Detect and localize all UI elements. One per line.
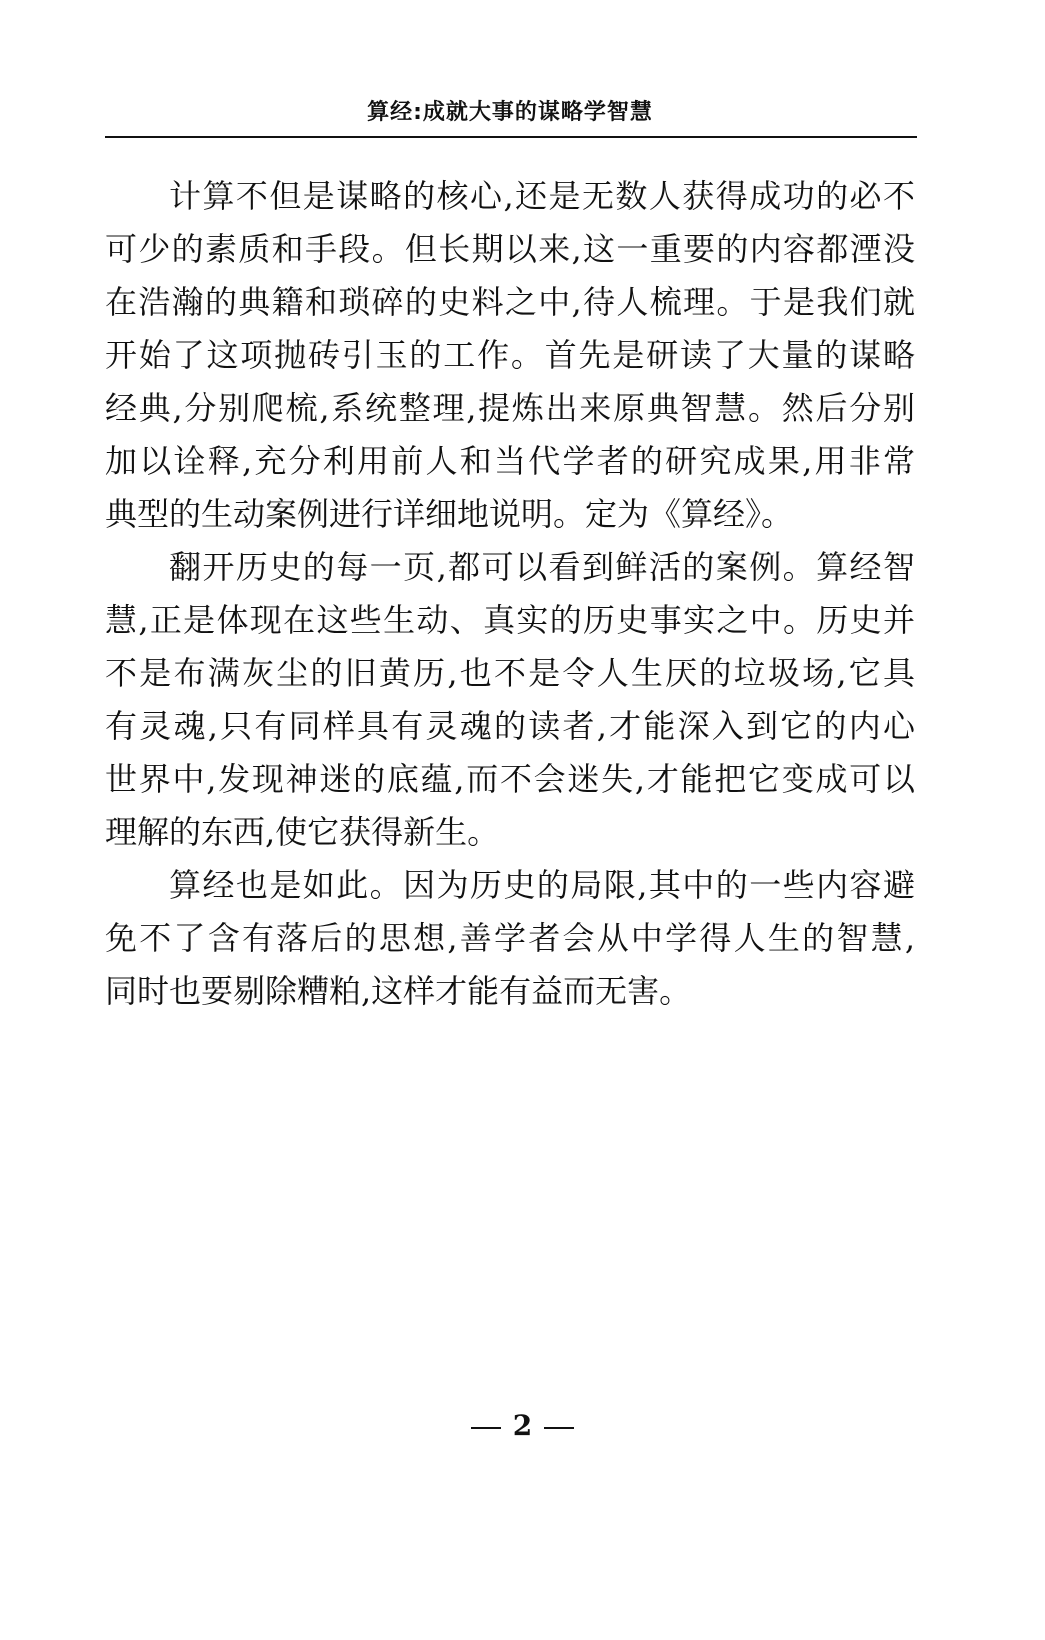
text-line: 算经也是如此。因为历史的局限,其中的一些内容避 — [169, 866, 915, 904]
text-line: 在浩瀚的典籍和琐碎的史料之中,待人梳理。于是我们就 — [105, 283, 915, 321]
text-line: 理解的东西,使它获得新生。 — [105, 813, 500, 851]
dash-left — [471, 1427, 501, 1429]
text-line: 开始了这项抛砖引玉的工作。首先是研读了大量的谋略 — [105, 336, 915, 374]
paragraph-1 — [105, 170, 915, 541]
dash-right — [544, 1427, 574, 1429]
text-line: 翻开历史的每一页,都可以看到鲜活的案例。算经智 — [169, 548, 915, 586]
text-line: 不是布满灰尘的旧黄历,也不是令人生厌的垃圾场,它具 — [105, 654, 915, 692]
text-line: 免不了含有落后的思想,善学者会从中学得人生的智慧, — [105, 919, 915, 957]
header-rule — [105, 136, 917, 138]
paragraph-2 — [105, 541, 915, 859]
text-line: 可少的素质和手段。但长期以来,这一重要的内容都湮没 — [105, 230, 915, 268]
text-line: 慧,正是体现在这些生动、真实的历史事实之中。历史并 — [105, 601, 915, 639]
body-text — [105, 170, 915, 1018]
paragraph-3 — [105, 859, 915, 1018]
text-line: 有灵魂,只有同样具有灵魂的读者,才能深入到它的内心 — [105, 707, 915, 745]
text-line: 同时也要剔除糟粕,这样才能有益而无害。 — [105, 972, 692, 1010]
page-number-footer — [0, 1408, 1045, 1444]
page-number: 2 — [512, 1409, 533, 1442]
running-header: 算经:成就大事的谋略学智慧 — [367, 100, 653, 125]
text-line: 世界中,发现神迷的底蕴,而不会迷失,才能把它变成可以 — [105, 760, 915, 798]
text-line: 经典,分别爬梳,系统整理,提炼出来原典智慧。然后分别 — [105, 389, 915, 427]
text-line: 加以诠释,充分利用前人和当代学者的研究成果,用非常 — [105, 442, 915, 480]
text-line: 典型的生动案例进行详细地说明。定为《算经》。 — [105, 495, 794, 533]
text-line: 计算不但是谋略的核心,还是无数人获得成功的必不 — [169, 177, 915, 215]
